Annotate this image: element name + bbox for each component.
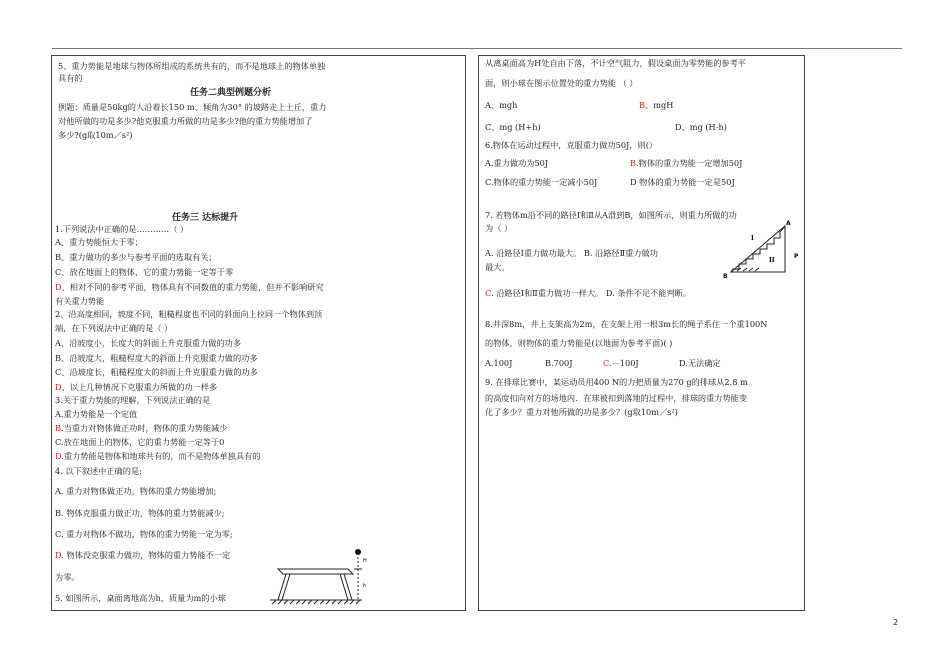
q6-option-b: B.物体的重力势能一定增加50J xyxy=(630,158,743,168)
q5-option-a: A、mgh xyxy=(485,100,518,110)
q5-option-b: B、mgH xyxy=(639,100,674,110)
example-line1: 例题：质量是50kg的人沿着长150 m、倾角为30° 的坡路走上土丘，重力 xyxy=(58,102,327,112)
example-line2: 对他所做的功是多少?他克服重力所做的功是多少?他的重力势能增加了 xyxy=(58,116,313,126)
q5-option-c: C、mg (H+h) xyxy=(485,122,541,132)
q1-answer-mark: D xyxy=(55,282,62,292)
section-title-2: 任务二典型例题分析 xyxy=(190,88,272,98)
q5-answer-mark: B xyxy=(639,100,646,110)
q4-stem: 4. 以下叙述中正确的是: xyxy=(55,466,142,476)
q9-stem-line3: 化了多少？重力对他所做的功是多少？(g取10m／s²) xyxy=(485,407,678,417)
q3-answer-mark: B xyxy=(55,423,62,433)
q4-option-a: A. 重力对物体做正功，物体的重力势能增加; xyxy=(55,486,217,496)
q4-option-c: C. 重力对物体不做功，物体的重力势能一定为零; xyxy=(55,529,233,539)
q3-answer-mark-d: D xyxy=(55,451,62,461)
q7-option-ab: A. 沿路径Ⅰ重力做功最大。 B. 沿路径Ⅱ重力做功 xyxy=(485,248,658,258)
q8-stem-cont: 的物体，则物体的重力势能是(以地面为参考平面)( ) xyxy=(485,338,673,348)
note-5-line1: 5、重力势能是地球与物体所组成的系统共有的，而不是地球上的物体单独 xyxy=(58,61,326,71)
figure-label-H: H xyxy=(363,558,367,564)
section-title-3: 任务三 达标提升 xyxy=(172,213,239,223)
q7-option-b-cont: 最大。 xyxy=(485,262,510,272)
q6-option-a: A.重力做功为50J xyxy=(485,158,549,168)
q9-stem-line2: 的高度扣向对方的场地内．在球被扣到落地的过程中，排球的重力势能变 xyxy=(485,393,748,403)
q2-stem-cont: 端，在下列说法中正确的是（ ） xyxy=(55,323,173,333)
q8-answer-mark: C xyxy=(603,358,609,368)
q5-option-d: D、mg (H-h) xyxy=(675,122,727,132)
path-label-I: I xyxy=(751,235,754,242)
q6-stem: 6.物体在运动过程中，克服重力做功50J，则(） xyxy=(485,140,658,150)
q4-option-b: B. 物体克服重力做正功，物体的重力势能减少; xyxy=(55,508,225,518)
q1-stem: 1.下列说法中正确的是…………（ ） xyxy=(55,224,189,234)
q1-option-a: A、重力势能恒大于零； xyxy=(55,237,143,247)
ball-icon xyxy=(355,549,361,555)
q8-option-d: D.无法确定 xyxy=(679,358,721,368)
figure-label-h: h xyxy=(363,583,367,589)
q6-option-c: C.物体的重力势能一定减小50J xyxy=(485,177,598,187)
top-rule xyxy=(52,48,902,49)
left-column xyxy=(51,55,466,611)
q1-option-d: D、相对不同的参考平面，物体具有不同数值的重力势能，但并不影响研究 xyxy=(55,282,324,292)
q3-option-a: A.重力势能是一个定值 xyxy=(55,409,138,419)
q9-stem: 9. 在排球比赛中，某运动员用400 N的力把质量为270 g的排球从2.8 m xyxy=(485,377,748,387)
q3-option-b: B.当重力对物体做正功时，物体的重力势能减少 xyxy=(55,423,228,433)
q5-cont-line1: 从离桌面高为H处自由下落，不计空气阻力，假设桌面为零势能的参考平 xyxy=(485,58,746,68)
q5-stem: 5. 如图所示，桌面离地高为h，质量为m的小球 xyxy=(55,593,226,603)
q2-option-d: D、以上几种情况下克服重力所做的功一样多 xyxy=(55,382,218,392)
q2-option-a: A、沿坡度小，长度大的斜面上升克服重力做的功多 xyxy=(55,338,242,348)
q3-stem: 3.关于重力势能的理解，下列说法正确的是 xyxy=(55,395,211,405)
q6-answer-mark: B xyxy=(630,158,637,168)
page-number: 2 xyxy=(893,618,899,627)
q3-option-d: D.重力势能是物体和地球共有的，而不是物体单独具有的 xyxy=(55,451,261,461)
q2-stem: 2、沿高度相同，坡度不同，粗糙程度也不同的斜面向上拉同一个物体到顶 xyxy=(55,309,323,319)
example-line3: 多少?(g取10m／s²) xyxy=(58,130,133,140)
q8-stem: 8.井深8m，井上支架高为2m，在支架上用一根3m长的绳子系住一个重100N xyxy=(485,319,768,329)
path-label-II: II xyxy=(769,257,775,264)
q8-option-a: A.100J xyxy=(485,358,513,368)
q3-option-c: C.放在地面上的物体，它的重力势能一定等于0 xyxy=(55,437,225,447)
q2-option-b: B、沿坡度大，粗糙程度大的斜面上升克服重力做的功多 xyxy=(55,353,258,363)
note-5-line2: 具有的 xyxy=(58,73,83,83)
q4-option-d: D. 物体没克服重力做功，物体的重力势能不一定 xyxy=(55,550,231,560)
q4-option-d-cont: 为零。 xyxy=(55,572,80,582)
q1-option-d-cont: 有关重力势能 xyxy=(55,296,105,306)
q8-option-b: B.700J xyxy=(545,358,573,368)
q7-answer-mark: C xyxy=(485,288,491,298)
figure-label-B: B xyxy=(723,273,728,280)
figure-label-A: A xyxy=(786,220,791,227)
figure-label-P: P xyxy=(794,253,799,260)
table-ball-figure xyxy=(270,548,370,612)
q1-option-b: B、重力做功的多少与参考平面的选取有关； xyxy=(55,252,217,262)
q1-option-c: C、放在地面上的物体，它的重力势能一定等于零 xyxy=(55,267,234,277)
q7-option-cd: C. 沿路径Ⅰ和Ⅱ重力做功一样大。 D. 条件不足不能判断。 xyxy=(485,288,692,298)
q7-stem: 7. 若物体m沿不同的路径Ⅰ和Ⅱ从A滑到B，如图所示，则重力所做的功 xyxy=(485,210,737,220)
right-column xyxy=(478,55,805,611)
q4-answer-mark: D xyxy=(55,550,62,560)
q5-cont-line2: 面，则小球在图示位置处的重力势能 （ ） xyxy=(485,78,638,88)
q7-stem-cont: 为（ ） xyxy=(485,223,513,233)
q2-option-c: C、沿坡度长，粗糙程度大的斜面上升克服重力做的功多 xyxy=(55,367,258,377)
q6-option-d: D 物体的重力势能一定是50J xyxy=(630,177,735,187)
q8-option-c: C.－100J xyxy=(603,358,639,368)
q2-answer-mark: D xyxy=(55,382,62,392)
slope-paths-figure xyxy=(723,220,801,278)
